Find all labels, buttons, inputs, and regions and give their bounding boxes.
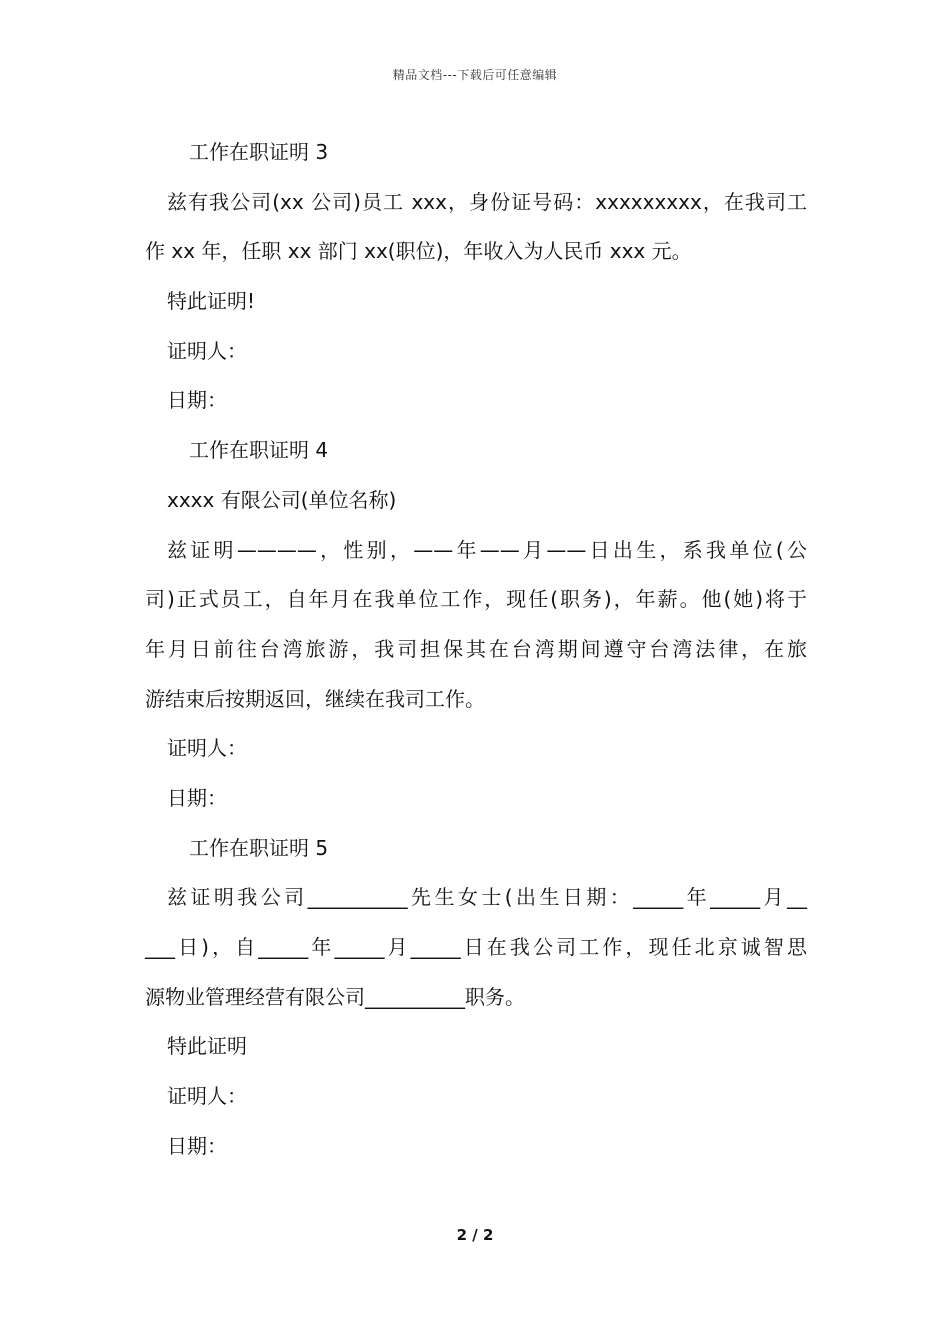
section-4-title: 工作在职证明 4 [189,438,329,463]
section-5-closing: 特此证明 [167,1034,247,1059]
section-3-date: 日期： [167,388,227,413]
section-5-date: 日期： [167,1133,227,1158]
section-3-body-line-2: 作 xx 年，任职 xx 部门 xx(职位)，年收入为人民币 xxx 元。 [145,239,692,264]
section-4-body-line-3: 年月日前往台湾旅游，我司担保其在台湾期间遵守台湾法律，在旅 [145,636,807,661]
section-5-body-line-1: 兹证明我公司__________先生女士(出生日期：_____年_____月__ [167,885,807,910]
section-5-title: 工作在职证明 5 [189,835,329,860]
document-body [145,128,807,1171]
section-4-certifier: 证明人： [167,736,247,761]
section-4-body-line-2: 司)正式员工，自年月在我单位工作，现任(职务)，年薪。他(她)将于 [145,587,807,612]
section-4-company: xxxx 有限公司(单位名称) [167,487,397,512]
section-3-title: 工作在职证明 3 [189,140,329,164]
page-number: 2 / 2 [456,1226,494,1244]
page-header: 精品文档---下载后可任意编辑 [392,68,558,82]
section-5-certifier: 证明人： [167,1084,247,1109]
section-4-body-line-4: 游结束后按期返回，继续在我司工作。 [145,686,485,711]
section-3-body-line-1: 兹有我公司(xx 公司)员工 xxx，身份证号码：xxxxxxxxx，在我司工 [167,189,807,214]
section-4-body-line-1: 兹证明————，性别，——年——月——日出生，系我单位(公 [167,537,807,562]
section-3-certifier: 证明人： [167,338,247,363]
section-3-closing: 特此证明! [167,289,256,314]
section-5-body-line-2: ___日)，自_____年_____月_____日在我公司工作，现任北京诚智思 [145,935,807,959]
section-5-body-line-3: 源物业管理经营有限公司__________职务。 [145,984,525,1009]
section-4-date: 日期： [167,785,227,810]
